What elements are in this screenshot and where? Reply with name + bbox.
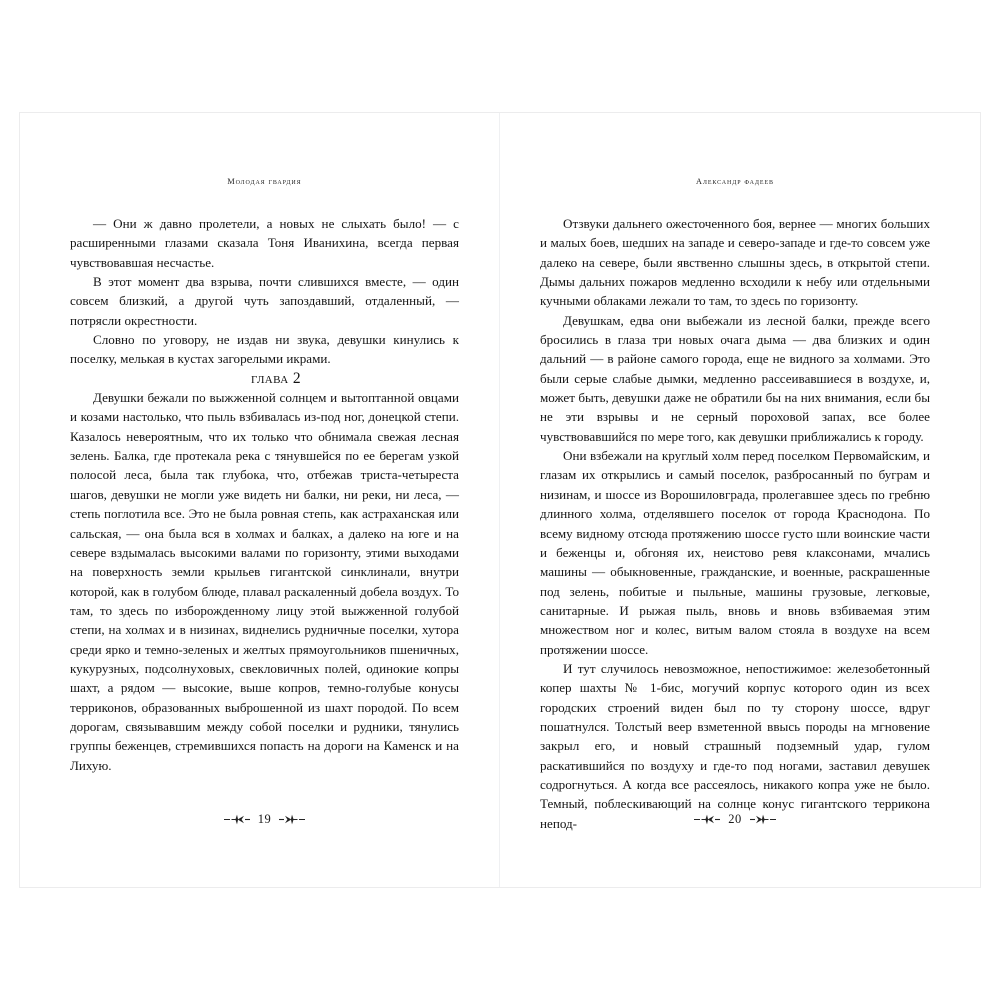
fleuron-ornament-icon <box>223 814 251 825</box>
left-page <box>20 113 500 887</box>
chapter-heading <box>70 369 459 388</box>
paragraph: И тут случилось невозможное, непостижимое: железобетонный копер шахты № 1-бис, могучий корпус которого один из всех городских строений виден был по ту сторону шоссе, вдруг пошатнулся. Толстый веер взметенной ввысь породы на мгновение закрыл его, и новый страшный подземный удар, гулом раскатившийся по воздуху и где-то под ногами, заставил девушек содрогнуться. А когда все рассеялось, никакого копра уже не было. Темный, поблескивающий на солнце конус гигантского террикона непод- <box>540 660 930 831</box>
fleuron-ornament-icon <box>693 814 721 825</box>
left-page-textblock <box>70 214 459 775</box>
running-head-left: Молодая гвардия <box>227 177 302 186</box>
fleuron-ornament-icon <box>749 814 777 825</box>
folio-left <box>70 812 459 827</box>
paragraph: Девушкам, едва они выбежали из лесной балки, прежде всего бросились в глаза три новых очага дыма — два близких и один дальний — в районе самого города, еще не видного за холмами. Это были серые слабые дымки, медленно рассеивавшиеся в воздухе, и, может быть, девушки даже не обратили бы на них внимания, если бы не эти взрывы и не серный пороховой запах, все более чувствовавшийся по мере того, как девушки приближались к городу. <box>540 312 930 444</box>
paragraph: Словно по уговору, не издав ни звука, девушки кинулись к поселку, мелькая в кустах загорелыми икрами. <box>70 332 459 367</box>
book-spread <box>19 112 981 888</box>
paragraph: — Они ж давно пролетели, а новых не слыхать было! — с расширенными глазами сказала Тоня Иванихина, всегда первая чувствовавшая несчастье. <box>70 216 459 270</box>
page-number-right: 20 <box>728 812 742 826</box>
running-head-right: Александр фадеев <box>696 177 774 186</box>
chapter-heading-word: глава <box>251 369 289 387</box>
right-page-textblock <box>540 214 930 833</box>
left-page-content <box>70 113 459 887</box>
right-page-content <box>540 113 930 887</box>
chapter-heading-number: 2 <box>292 369 301 387</box>
folio-right <box>540 812 930 827</box>
page-number-left: 19 <box>257 812 272 826</box>
paragraph: В этот момент два взрыва, почти слившихся вместе, — один совсем близкий, а другой чуть запоздавший, отдаленный, — потрясли окрестности. <box>70 274 459 328</box>
fleuron-ornament-icon <box>278 814 306 825</box>
paragraph: Отзвуки дальнего ожесточенного боя, вернее — многих больших и малых боев, шедших на западе и северо-западе и где-то совсем уже далеко на севере, были явственно слышны здесь, в открытой степи. Дымы дальних пожаров медленно всходили к небу или отдельными кучными облаками лежали то там, то здесь по горизонту. <box>540 216 930 309</box>
paragraph: Девушки бежали по выжженной солнцем и вытоптанной овцами и козами настолько, что пыль взбивалась из-под ног, донецкой степи. Казалось невероятным, что их только что обнимала свежая лесная зелень. Балка, где протекала река с тянувшейся по ее берегам узкой полосой леса, была так глубока, что, отбежав триста-четыреста шагов, девушки не могли уже видеть ни балки, ни реки, ни леса, — степь поглотила все. Это не была ровная степь, как астраханская или сальская, — она была вся в холмах и балках, а далеко на юге и на севере вздымалась высокими валами по горизонту, этими выходами на поверхность земли крыльев гигантской синклинали, внутри которой, как в голубом блюде, плавал раскаленный добела воздух. То там, то здесь по изборожденному лицу этой выжженной голубой степи, на холмах и в низинах, виднелись рудничные поселки, хутора среди ярко и темно-зеленых и желтых прямоугольников пшеничных, кукурузных, подсолнуховых, свекловичных полей, одинокие копры шахт, а рядом — высокие, выше копров, темно-голубые конусы терриконов, образованных выброшенной из шахт породой. По всем дорогам, связывавшим между собой поселки и рудники, тянулись группы беженцев, стремившихся попасть на дороги на Каменск и на Лихую. <box>70 390 459 773</box>
right-page <box>500 113 980 887</box>
paragraph: Они взбежали на круглый холм перед поселком Первомайским, и глазам их открылись и самый поселок, разбросанный по буграм и низинам, и шоссе из Ворошиловграда, пролегавшее здесь по гребню длинного холма, отделявшего поселок от города Краснодона. По всему видному отсюда протяжению шоссе густо шли воинские части и беженцы и, обгоняя их, неистово ревя клаксонами, мчались машины — обыкновенные, гражданские, и военные, раскрашенные под зелень, побитые и пыльные, машины грузовые, легковые, санитарные. И рыжая пыль, вновь и вновь взбиваемая этим множеством ног и колес, витым валом стояла в воздухе на всем протяжении шоссе. <box>540 448 930 657</box>
